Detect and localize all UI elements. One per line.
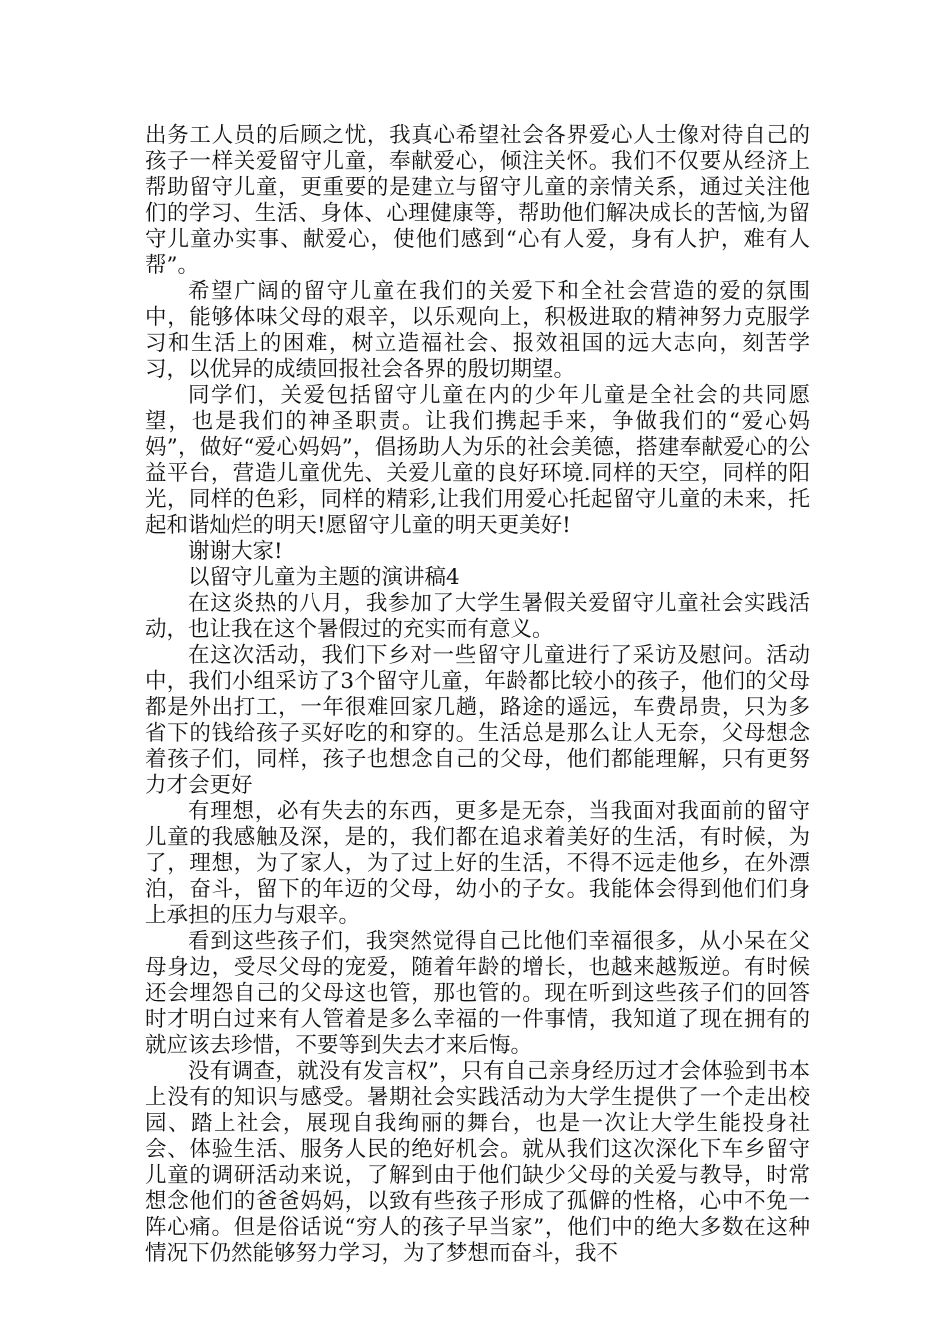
document-page bbox=[145, 123, 810, 1267]
section-heading: 以留守儿童为主题的演讲稿4 bbox=[188, 565, 460, 590]
closing-thanks: 谢谢大家! bbox=[188, 539, 283, 564]
paragraph: 希望广阔的留守儿童在我们的关爱下和全社会营造的爱的氛围中，能够体味父母的艰辛，以乐观向上，积极进取的精神努力克服学习和生活上的困难，树立造福社会、报效祖国的远大志向，刻苦学习，以优异的成绩回报社会各界的殷切期望。 bbox=[145, 279, 810, 382]
paragraph: 看到这些孩子们，我突然觉得自己比他们幸福很多，从小呆在父母身边，受尽父母的宠爱，随着年龄的增长，也越来越叛逆。有时候还会埋怨自己的父母这也管，那也管的。现在听到这些孩子们的回答时才明白过来有人管着是多么幸福的一件事情，我知道了现在拥有的就应该去珍惜，不要等到失去才来后悔。 bbox=[145, 929, 810, 1058]
paragraph: 在这炎热的八月，我参加了大学生暑假关爱留守儿童社会实践活动，也让我在这个暑假过的充实而有意义。 bbox=[145, 591, 810, 642]
paragraph-continuation: 出务工人员的后顾之忧，我真心希望社会各界爱心人士像对待自己的孩子一样关爱留守儿童，奉献爱心，倾注关怀。我们不仅要从经济上帮助留守儿童，更重要的是建立与留守儿童的亲情关系，通过关注他们的学习、生活、身体、心理健康等，帮助他们解决成长的苦恼,为留守儿童办实事、献爱心，使他们感到“心有人爱，身有人护，难有人帮”。 bbox=[145, 123, 810, 278]
paragraph: 在这次活动，我们下乡对一些留守儿童进行了采访及慰问。活动中，我们小组采访了3个留守儿童，年龄都比较小的孩子，他们的父母都是外出打工，一年很难回家几趟，路途的遥远，车费昂贵，只为多省下的钱给孩子买好吃的和穿的。生活总是那么让人无奈，父母想念着孩子们，同样，孩子也想念自己的父母，他们都能理解，只有更努力才会更好 bbox=[145, 643, 810, 798]
paragraph: 同学们，关爱包括留守儿童在内的少年儿童是全社会的共同愿望，也是我们的神圣职责。让我们携起手来，争做我们的“爱心妈妈”，做好“爱心妈妈”，倡扬助人为乐的社会美德，搭建奉献爱心的公益平台，营造儿童优先、关爱儿童的良好环境.同样的天空，同样的阳光，同样的色彩，同样的精彩,让我们用爱心托起留守儿童的未来，托起和谐灿烂的明天!愿留守儿童的明天更美好! bbox=[145, 383, 810, 538]
paragraph: 没有调查，就没有发言权”，只有自己亲身经历过才会体验到书本上没有的知识与感受。暑期社会实践活动为大学生提供了一个走出校园、踏上社会，展现自我绚丽的舞台，也是一次让大学生能投身社会、体验生活、服务人民的绝好机会。就从我们这次深化下车乡留守儿童的调研活动来说，了解到由于他们缺少父母的关爱与教导，时常想念他们的爸爸妈妈，以致有些孩子形成了孤僻的性格，心中不免一阵心痛。但是俗话说“穷人的孩子早当家”，他们中的绝大多数在这种情况下仍然能够努力学习，为了梦想而奋斗，我不 bbox=[145, 1059, 810, 1266]
paragraph: 有理想，必有失去的东西，更多是无奈，当我面对我面前的留守儿童的我感触及深，是的，我们都在追求着美好的生活，有时候，为了，理想，为了家人，为了过上好的生活，不得不远走他乡，在外漂泊，奋斗，留下的年迈的父母，幼小的子女。我能体会得到他们们身上承担的压力与艰辛。 bbox=[145, 799, 810, 928]
